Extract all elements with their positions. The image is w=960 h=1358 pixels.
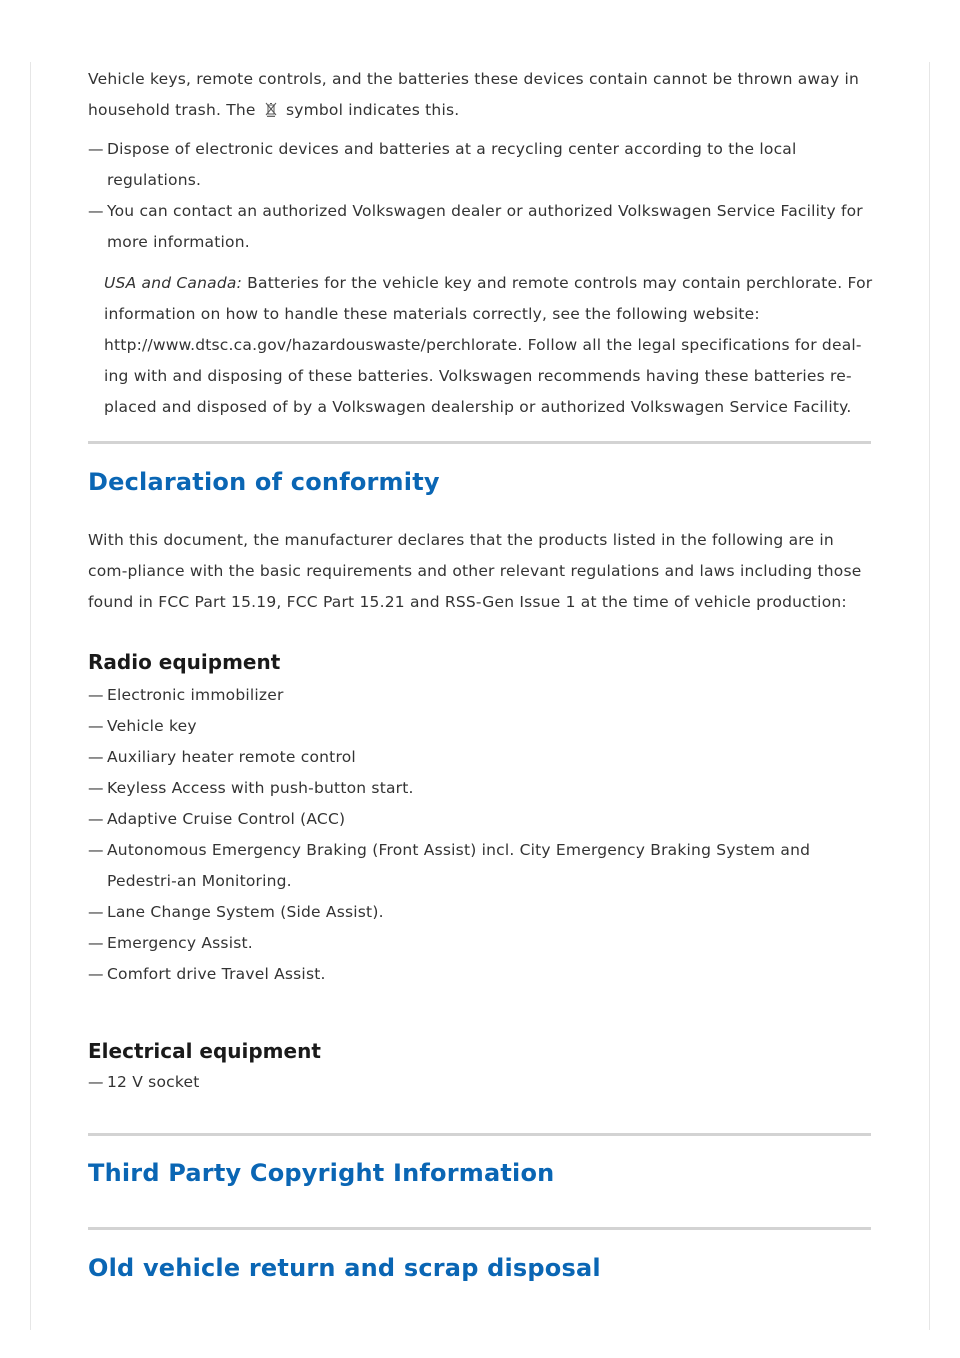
radio-equipment-list bbox=[88, 680, 878, 990]
list-item: — You can contact an authorized Volkswagen dealer or authorized Volkswagen Service Facility for more information. bbox=[88, 196, 878, 258]
disposal-list bbox=[88, 134, 878, 258]
crossed-out-bin-icon bbox=[265, 97, 277, 128]
list-item: — Adaptive Cruise Control (ACC) bbox=[88, 804, 878, 835]
radio-equipment-heading: Radio equipment bbox=[88, 650, 281, 674]
note-text: Batteries for the vehicle key and remote controls may contain perchlorate. For information on how to handle these materials correctly, see the following website: http://www.dtsc.ca.gov/hazardouswaste/perchlorate. Follow all the legal specifications for deal-ing with and disposing of these batteries. Volkswagen recommends having these batteries re-placed and disposed of by a Volkswagen dealership or authorized Volkswagen Service Facility. bbox=[104, 274, 873, 416]
usa-canada-note bbox=[104, 268, 878, 423]
disposal-intro bbox=[88, 64, 878, 128]
list-item: — Autonomous Emergency Braking (Front Assist) incl. City Emergency Braking System and Pedestri-an Monitoring. bbox=[88, 835, 878, 897]
disposal-intro-text: Vehicle keys, remote controls, and the batteries these devices contain cannot be thrown away in household trash. The bbox=[88, 70, 860, 119]
list-item: — Comfort drive Travel Assist. bbox=[88, 959, 878, 990]
list-item: — 12 V socket bbox=[88, 1067, 878, 1098]
list-item: — Dispose of electronic devices and batteries at a recycling center according to the local regulations. bbox=[88, 134, 878, 196]
old-vehicle-heading: Old vehicle return and scrap disposal bbox=[88, 1254, 601, 1282]
list-item: — Lane Change System (Side Assist). bbox=[88, 897, 878, 928]
conformity-heading: Declaration of conformity bbox=[88, 468, 440, 496]
list-item: — Auxiliary heater remote control bbox=[88, 742, 878, 773]
left-margin-line bbox=[30, 62, 31, 1330]
section-divider bbox=[88, 441, 871, 444]
section-divider bbox=[88, 1133, 871, 1136]
section-divider bbox=[88, 1227, 871, 1230]
note-label: USA and Canada: bbox=[104, 274, 243, 292]
right-margin-line bbox=[929, 62, 930, 1330]
electrical-equipment-list bbox=[88, 1067, 878, 1098]
page-content bbox=[88, 62, 878, 1282]
electrical-equipment-heading: Electrical equipment bbox=[88, 1039, 321, 1063]
disposal-intro-text-end: symbol indicates this. bbox=[285, 101, 460, 119]
list-item: — Vehicle key bbox=[88, 711, 878, 742]
list-item: — Emergency Assist. bbox=[88, 928, 878, 959]
conformity-text: With this document, the manufacturer declares that the products listed in the following are in com-pliance with the basic requirements and other relevant regulations and laws including those found in FCC Part 15.19, FCC Part 15.21 and RSS-Gen Issue 1 at the time of vehicle production: bbox=[88, 531, 862, 611]
third-party-heading: Third Party Copyright Information bbox=[88, 1159, 555, 1187]
list-item: — Keyless Access with push-button start. bbox=[88, 773, 878, 804]
list-item: — Electronic immobilizer bbox=[88, 680, 878, 711]
